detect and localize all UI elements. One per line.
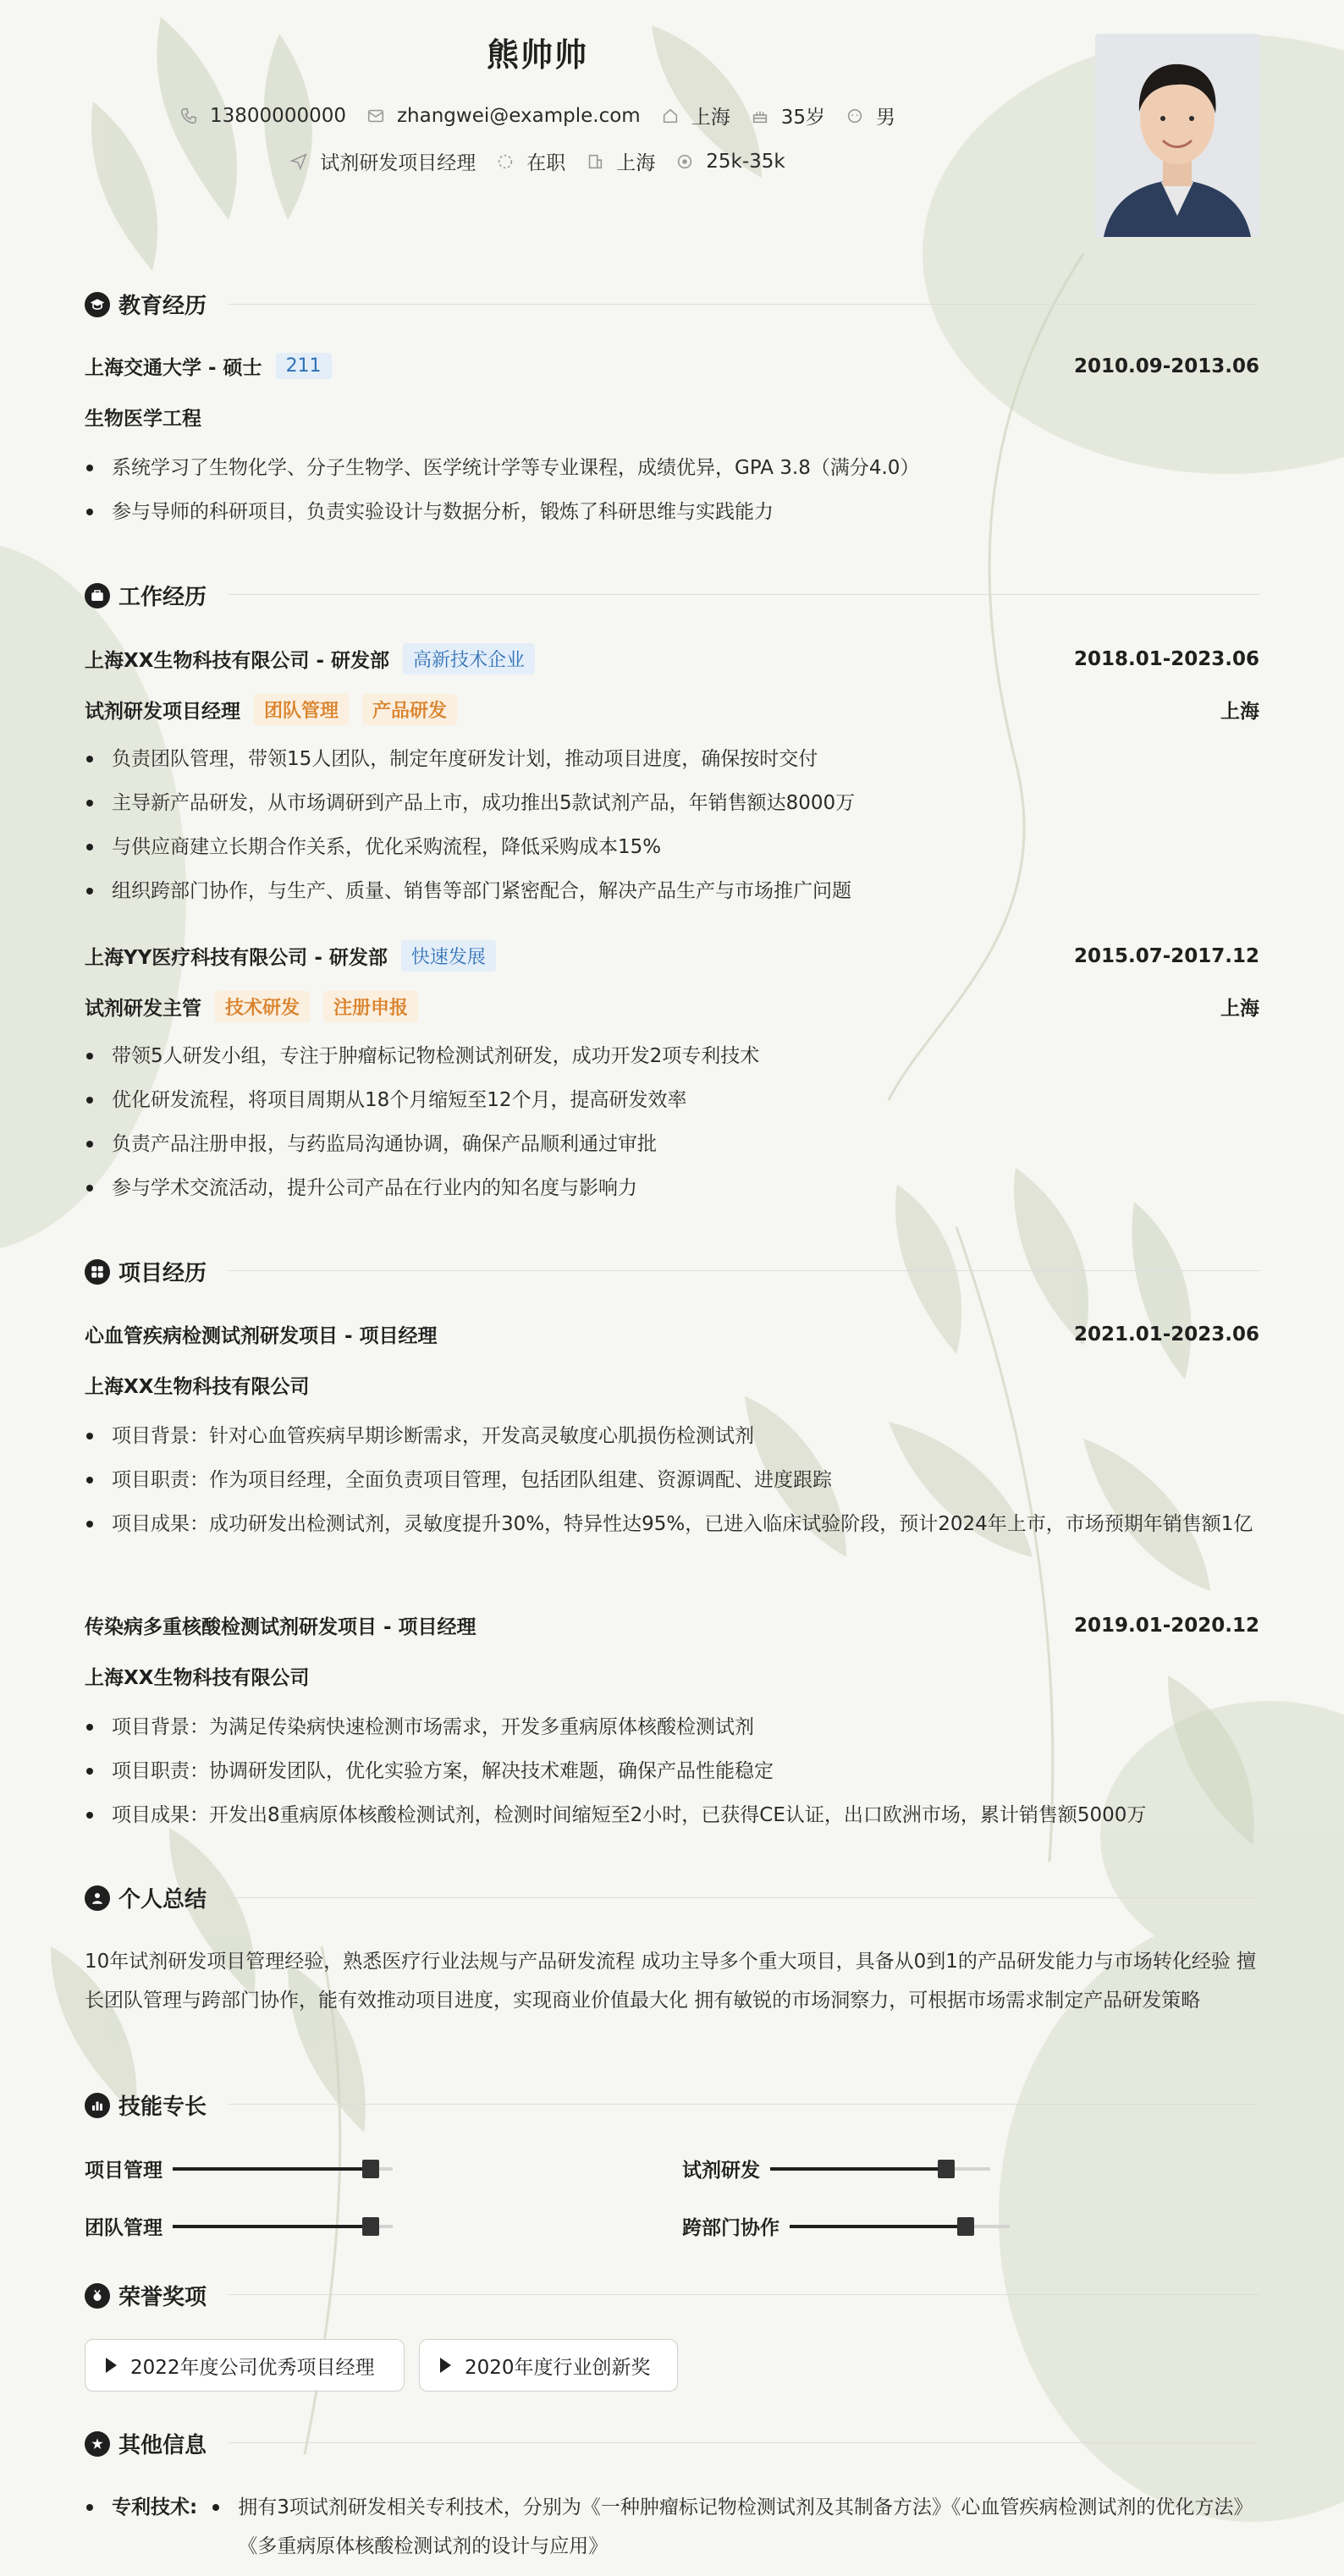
coin-icon — [675, 152, 694, 171]
list-item: 负责产品注册申报，与药监局沟通协调，确保产品顺利通过审批 — [85, 1122, 1259, 1166]
skill-bar — [173, 2167, 393, 2171]
job-bullets — [85, 1034, 1259, 1210]
list-item: 负责团队管理，带领15人团队，制定年度研发计划，推动项目进度，确保按时交付 — [85, 737, 1259, 781]
company-tag: 高新技术企业 — [403, 643, 535, 674]
phone-icon — [179, 107, 198, 125]
list-item: 组织跨部门协作，与生产、质量、销售等部门紧密配合，解决产品生产与市场推广问题 — [85, 869, 1259, 913]
play-triangle-icon — [440, 2358, 451, 2373]
list-item: 参与导师的科研项目，负责实验设计与数据分析，锻炼了科研思维与实践能力 — [85, 490, 1259, 534]
major-row — [85, 403, 1259, 431]
other-label: 专利技术: — [112, 2496, 198, 2518]
role-tag: 技术研发 — [215, 991, 310, 1022]
section-title-other — [85, 2428, 207, 2459]
section-title-summary-text: 个人总结 — [118, 1887, 207, 1913]
project-name: 传染病多重核酸检测试剂研发项目 - 项目经理 — [85, 1616, 476, 1638]
list-item: 带领5人研发小组，专注于肿瘤标记物检测试剂研发，成功开发2项专利技术 — [85, 1034, 1259, 1078]
job-city: 上海 — [1220, 701, 1259, 723]
list-item: 系统学习了生物化学、分子生物学、医学统计学等专业课程，成绩优异，GPA 3.8（满分4.0） — [85, 446, 1259, 490]
section-divider — [229, 1270, 1259, 1271]
project-company: 上海XX生物科技有限公司 — [85, 1376, 310, 1398]
list-item: 项目职责：作为项目经理，全面负责项目管理，包括团队组建、资源调配、进度跟踪 — [85, 1458, 1259, 1502]
section-divider — [229, 2104, 1259, 2105]
skill-name: 试剂研发 — [682, 2160, 760, 2182]
salary-text: 25k-35k — [706, 150, 785, 173]
status-text: 在职 — [526, 152, 566, 174]
list-item: 参与学术交流活动，提升公司产品在行业内的知名度与影响力 — [85, 1166, 1259, 1210]
job-role: 试剂研发主管 — [85, 998, 201, 1020]
section-divider — [229, 2442, 1259, 2443]
email-text: zhangwei@example.com — [396, 104, 641, 127]
project-company: 上海XX生物科技有限公司 — [85, 1667, 310, 1689]
education-header-row — [85, 352, 1259, 380]
award-text: 2022年度公司优秀项目经理 — [130, 2356, 375, 2379]
section-title-other-text: 其他信息 — [118, 2433, 207, 2458]
list-item: 项目成果：开发出8重病原体核酸检测试剂，检测时间缩短至2小时，已获得CE认证，出口欧洲市场，累计销售额5000万 — [85, 1793, 1259, 1837]
skill-bar — [790, 2225, 1010, 2228]
age-text: 35岁 — [780, 107, 825, 129]
target-position-text: 试剂研发项目经理 — [320, 152, 476, 174]
education-bullets — [85, 446, 1259, 534]
phone-item — [179, 105, 346, 127]
gender-item — [846, 102, 895, 129]
loading-icon — [496, 152, 515, 171]
list-item: 项目职责：协调研发团队，优化实验方案，解决技术难题，确保产品性能稳定 — [85, 1749, 1259, 1793]
job-role-row — [85, 694, 1259, 725]
section-title-skills — [85, 2089, 207, 2121]
project-bullets — [85, 1414, 1259, 1544]
graduation-cap-icon — [85, 292, 110, 317]
section-title-education — [85, 289, 207, 320]
user-icon — [85, 1885, 110, 1911]
user-face-icon — [846, 107, 864, 125]
section-title-work — [85, 580, 207, 611]
section-title-work-text: 工作经历 — [118, 585, 207, 610]
list-item: 与供应商建立长期合作关系，优化采购流程，降低采购成本15% — [85, 825, 1259, 869]
gender-text: 男 — [875, 107, 895, 129]
major-name: 生物医学工程 — [85, 408, 201, 430]
medal-icon — [85, 2283, 110, 2309]
project-date: 2019.01-2020.12 — [1073, 1614, 1259, 1637]
skill-bar — [770, 2167, 990, 2171]
phone-text: 13800000000 — [210, 104, 346, 127]
other-text: 拥有3项试剂研发相关专利技术，分别为《一种肿瘤标记物检测试剂及其制备方法》《心血管疾病检测试剂的优化方法》《多重病原体核酸检测试剂的设计与应用》 — [238, 2496, 1253, 2557]
project-company-row — [85, 1662, 1259, 1690]
email-icon — [366, 107, 385, 125]
section-title-summary — [85, 1882, 207, 1913]
contact-info-row — [0, 102, 1075, 129]
location-text: 上海 — [691, 107, 730, 129]
job-intent-row — [0, 147, 1075, 175]
section-title-honors-text: 荣誉奖项 — [118, 2285, 207, 2310]
info-icon — [85, 2431, 110, 2457]
avatar-photo — [1095, 34, 1259, 237]
list-item: 主导新产品研发，从市场调研到产品上市，成功推出5款试剂产品，年销售额达8000万 — [85, 781, 1259, 825]
job-date: 2018.01-2023.06 — [1073, 647, 1259, 670]
skill-item — [682, 2212, 1010, 2240]
job-role: 试剂研发项目经理 — [85, 701, 240, 723]
school-tag: 211 — [276, 353, 332, 379]
skill-bar — [173, 2225, 393, 2228]
building-icon — [586, 152, 604, 171]
project-company-row — [85, 1371, 1259, 1399]
bullet-dot — [212, 2488, 238, 2566]
company-name: 上海XX生物科技有限公司 - 研发部 — [85, 650, 390, 672]
project-bullets — [85, 1705, 1259, 1837]
skill-name: 跨部门协作 — [682, 2217, 779, 2239]
home-icon — [661, 107, 680, 125]
target-city-text: 上海 — [616, 152, 656, 174]
section-divider — [229, 1897, 1259, 1898]
target-city-item — [586, 147, 655, 175]
job-header-row — [85, 940, 1259, 972]
award-badge — [419, 2339, 678, 2392]
grid-icon — [85, 1259, 110, 1285]
chart-bars-icon — [85, 2093, 110, 2118]
role-tag: 团队管理 — [254, 694, 349, 725]
salary-item — [675, 151, 785, 173]
award-text: 2020年度行业创新奖 — [465, 2356, 651, 2379]
company-tag: 快速发展 — [401, 940, 496, 972]
location-item — [661, 102, 730, 129]
skill-item — [85, 2155, 393, 2182]
project-date: 2021.01-2023.06 — [1073, 1323, 1259, 1346]
job-city: 上海 — [1220, 998, 1259, 1020]
company-name: 上海YY医疗科技有限公司 - 研发部 — [85, 947, 388, 969]
skill-name: 团队管理 — [85, 2217, 162, 2239]
project-name: 心血管疾病检测试剂研发项目 - 项目经理 — [85, 1325, 438, 1347]
section-divider — [229, 304, 1259, 305]
job-role-row — [85, 991, 1259, 1022]
summary-text: 10年试剂研发项目管理经验，熟悉医疗行业法规与产品研发流程 成功主导多个重大项目，具备从0到1的产品研发能力与市场转化经验 擅长团队管理与跨部门协作，能有效推动项目进度，实现商业价值最大化 拥有敏锐的市场洞察力，可根据市场需求制定产品研发策略 — [85, 1951, 1257, 2012]
play-triangle-icon — [106, 2358, 117, 2373]
list-item: 项目背景：为满足传染病快速检测市场需求，开发多重病原体核酸检测试剂 — [85, 1705, 1259, 1749]
cake-icon — [751, 107, 769, 125]
project-header-row — [85, 1320, 1259, 1348]
school-name: 上海交通大学 - 硕士 — [85, 357, 262, 379]
job-header-row — [85, 643, 1259, 674]
section-divider — [229, 2294, 1259, 2295]
role-tag: 注册申报 — [323, 991, 418, 1022]
bullet-dot — [85, 2488, 112, 2566]
other-info-item — [85, 2488, 1259, 2566]
target-position-item — [289, 147, 476, 175]
list-item: 项目背景：针对心血管疾病早期诊断需求，开发高灵敏度心肌损伤检测试剂 — [85, 1414, 1259, 1458]
section-title-skills-text: 技能专长 — [118, 2094, 207, 2120]
section-divider — [229, 594, 1259, 595]
email-item — [366, 105, 641, 127]
status-item — [496, 147, 565, 175]
age-item — [751, 102, 825, 129]
skill-name: 项目管理 — [85, 2160, 162, 2182]
section-title-projects — [85, 1256, 207, 1287]
award-badge — [85, 2339, 405, 2392]
job-bullets — [85, 737, 1259, 913]
list-item: 项目成果：成功研发出检测试剂，灵敏度提升30%，特异性达95%，已进入临床试验阶段，预计2024年上市，市场预期年销售额1亿 — [85, 1502, 1259, 1544]
section-title-projects-text: 项目经历 — [118, 1261, 207, 1286]
send-icon — [289, 152, 308, 171]
project-header-row — [85, 1611, 1259, 1639]
briefcase-icon — [85, 583, 110, 608]
list-item: 优化研发流程，将项目周期从18个月缩短至12个月，提高研发效率 — [85, 1078, 1259, 1122]
job-date: 2015.07-2017.12 — [1073, 944, 1259, 967]
section-title-education-text: 教育经历 — [118, 294, 207, 319]
skill-item — [85, 2212, 393, 2240]
role-tag: 产品研发 — [362, 694, 457, 725]
education-date: 2010.09-2013.06 — [1073, 355, 1259, 377]
section-title-honors — [85, 2280, 207, 2311]
candidate-name: 熊帅帅 — [486, 36, 588, 74]
skill-item — [682, 2155, 990, 2182]
